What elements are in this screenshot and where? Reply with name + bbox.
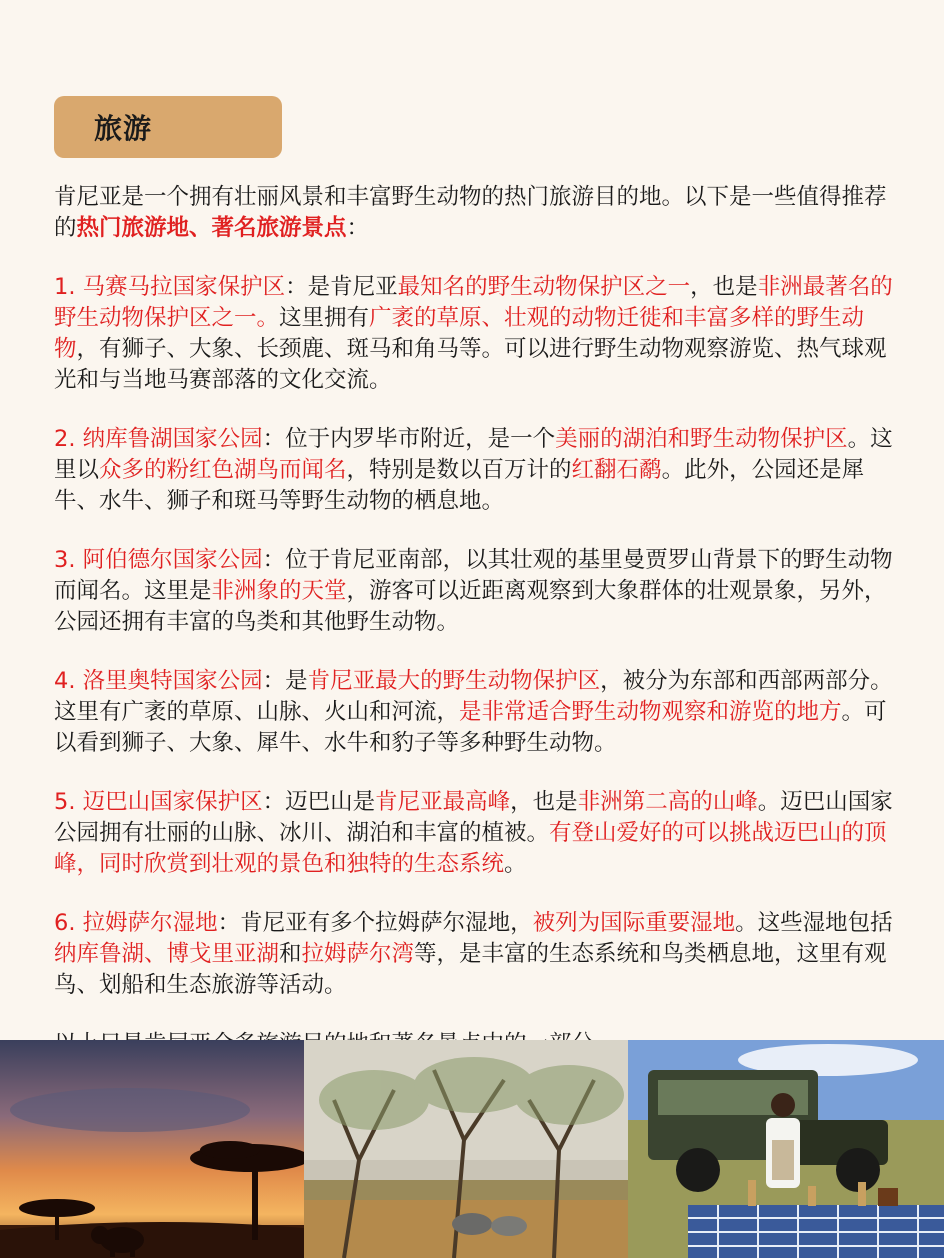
- list-item-5: [54, 787, 894, 880]
- item-number: 3.: [54, 547, 83, 573]
- item-name: 马赛马拉国家保护区: [82, 274, 286, 300]
- item-text: 这里拥有: [279, 305, 370, 331]
- item-text: ：是肯尼亚: [285, 274, 398, 300]
- list-item-4: [54, 666, 894, 759]
- item-text: 。这里以: [54, 426, 893, 483]
- item-number: 1.: [54, 274, 83, 300]
- item-text: 。可以看到狮子、大象、犀牛、水牛和豹子等多种野生动物。: [54, 699, 887, 756]
- item-text: 。此外，公园还是犀牛、水牛、狮子和斑马等野生动物的栖息地。: [54, 457, 865, 514]
- list-item-2: [54, 424, 894, 517]
- intro-text: 肯尼亚是一个拥有壮丽风景和丰富野生动物的热门旅游目的地。以下是一些值得推荐的: [54, 184, 887, 241]
- item-highlight: 拉姆萨尔湾: [301, 941, 415, 967]
- item-highlight: 广袤的草原、壮观的动物迁徙和丰富多样的野生动物: [54, 305, 865, 362]
- item-text: ：位于内罗毕市附近，是一个: [262, 426, 556, 452]
- item-text: ，也是: [510, 789, 578, 815]
- item-highlight: 美丽的湖泊和野生动物保护区: [555, 426, 848, 452]
- item-highlight: 肯尼亚最高峰: [375, 789, 511, 815]
- item-highlight: 被列为国际重要湿地: [532, 910, 736, 936]
- item-highlight: 红翻石鹬: [571, 457, 662, 483]
- item-text: ：是: [262, 668, 308, 694]
- item-highlight: 非洲最著名的野生动物保护区之一。: [54, 274, 893, 331]
- item-number: 4.: [54, 668, 83, 694]
- item-number: 5.: [54, 789, 83, 815]
- list-item-6: [54, 908, 894, 1001]
- item-text: ，有狮子、大象、长颈鹿、斑马和角马等。可以进行野生动物观察游览、热气球观光和与当地马赛部落的文化交流。: [54, 336, 887, 393]
- list-item-1: [54, 272, 894, 396]
- item-name: 拉姆萨尔湿地: [82, 910, 218, 936]
- safari-picnic-photo: [628, 1040, 944, 1258]
- item-text: ，游客可以近距离观察到大象群体的壮观景象，另外，公园还拥有丰富的鸟类和其他野生动物。: [54, 578, 887, 635]
- item-name: 洛里奥特国家公园: [82, 668, 263, 694]
- item-text: ：迈巴山是: [262, 789, 376, 815]
- item-name: 纳库鲁湖国家公园: [82, 426, 263, 452]
- item-highlight: 非洲象的天堂: [211, 578, 347, 604]
- sunset-savanna-photo: [0, 1040, 304, 1258]
- intro-text-end: ：: [346, 215, 370, 241]
- item-text: 。迈巴山国家公园拥有壮丽的山脉、冰川、湖泊和丰富的植被。: [54, 789, 893, 846]
- item-text: ，特别是数以百万计的: [346, 457, 572, 483]
- item-text: 。这些湿地包括: [735, 910, 893, 936]
- item-highlight: 纳库鲁湖、博戈里亚湖: [54, 941, 280, 967]
- item-text: ：肯尼亚有多个拉姆萨尔湿地，: [217, 910, 533, 936]
- item-name: 迈巴山国家保护区: [82, 789, 263, 815]
- section-title-badge: [54, 96, 282, 158]
- item-highlight: 最知名的野生动物保护区之一: [397, 274, 691, 300]
- section-title: 旅游: [94, 112, 153, 145]
- item-text: 。: [504, 851, 527, 877]
- item-highlight: 有登山爱好的可以挑战迈巴山的顶峰，同时欣赏到壮观的景色和独特的生态系统: [54, 820, 887, 877]
- article-body: [54, 182, 894, 1088]
- list-item-3: [54, 545, 894, 638]
- item-text: 等，是丰富的生态系统和鸟类栖息地，这里有观鸟、划船和生态旅游等活动。: [54, 941, 887, 998]
- photo-strip: [0, 1040, 944, 1258]
- item-number: 2.: [54, 426, 83, 452]
- item-text: 和: [279, 941, 302, 967]
- intro-paragraph: [54, 182, 894, 244]
- item-text: ，被分为东部和西部两部分。这里有广袤的草原、山脉、火山和河流，: [54, 668, 893, 725]
- item-text: ：位于肯尼亚南部，以其壮观的基里曼贾罗山背景下的野生动物而闻名。这里是: [54, 547, 893, 604]
- acacia-rhino-photo: [304, 1040, 628, 1258]
- item-highlight: 是非常适合野生动物观察和游览的地方: [459, 699, 842, 725]
- item-highlight: 肯尼亚最大的野生动物保护区: [307, 668, 601, 694]
- item-number: 6.: [54, 910, 83, 936]
- item-name: 阿伯德尔国家公园: [82, 547, 263, 573]
- item-text: ，也是: [690, 274, 758, 300]
- item-highlight: 众多的粉红色湖鸟而闻名: [99, 457, 347, 483]
- intro-highlight: 热门旅游地、著名旅游景点: [76, 215, 347, 241]
- item-highlight: 非洲第二高的山峰: [577, 789, 758, 815]
